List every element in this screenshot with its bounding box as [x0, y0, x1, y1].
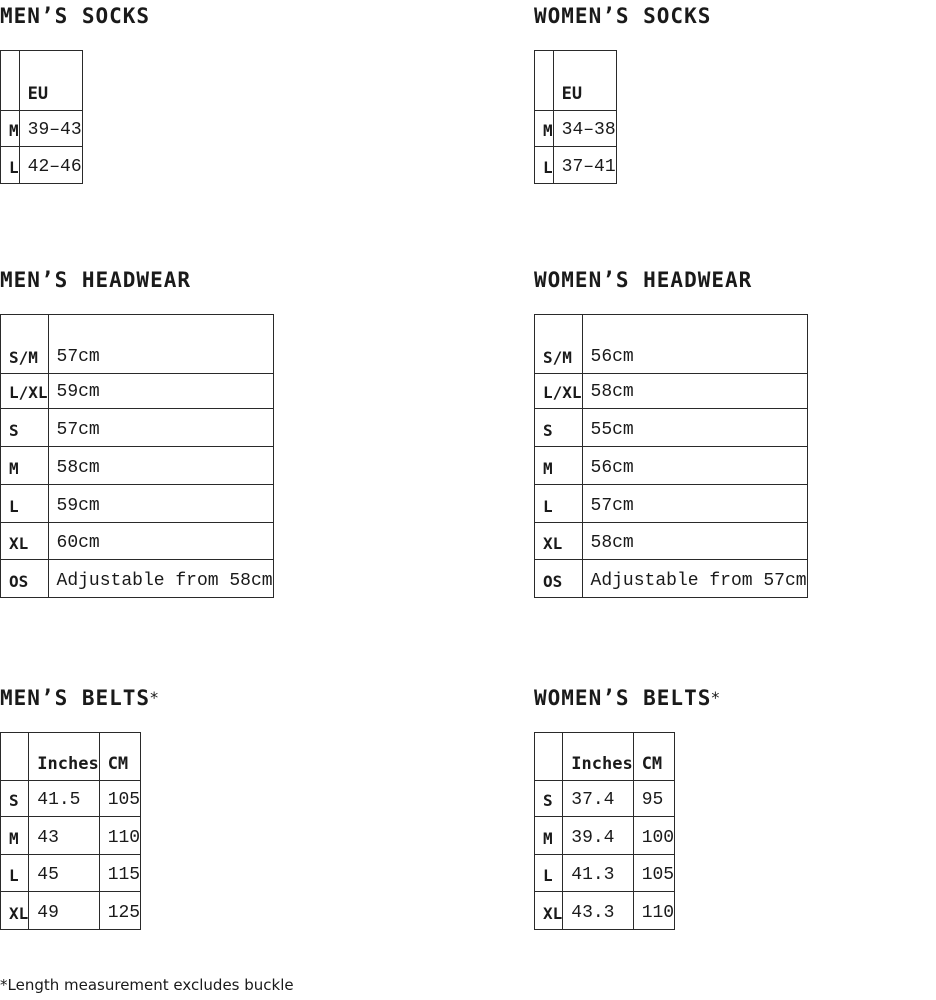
size-value: 42–46	[19, 147, 82, 184]
section-title: WOMEN’S HEADWEAR	[534, 268, 753, 292]
section-title: MEN’S SOCKS	[0, 4, 151, 28]
size-label: S	[535, 409, 583, 447]
size-value: 58cm	[48, 447, 273, 485]
size-value: 55cm	[582, 409, 807, 447]
size-value: 58cm	[582, 523, 807, 560]
footnote-marker: *	[150, 688, 159, 707]
inches-value: 43	[29, 817, 99, 855]
size-label: XL	[1, 523, 49, 560]
size-label: L	[1, 855, 29, 892]
size-label: S	[1, 409, 49, 447]
footnote-marker: *	[711, 688, 720, 707]
section-title	[534, 686, 719, 710]
mens-belts-table	[0, 732, 141, 930]
size-value: 59cm	[48, 374, 273, 409]
empty-header-cell	[1, 733, 29, 781]
size-value: 59cm	[48, 485, 273, 523]
size-label: L	[535, 485, 583, 523]
size-label: L	[535, 147, 554, 184]
size-label: M	[535, 111, 554, 147]
size-value: 58cm	[582, 374, 807, 409]
cm-value: 105	[633, 855, 674, 892]
size-value: 57cm	[582, 485, 807, 523]
size-value: 56cm	[582, 315, 807, 374]
size-label: M	[1, 111, 20, 147]
cm-value: 115	[99, 855, 140, 892]
inches-value: 45	[29, 855, 99, 892]
size-value: 56cm	[582, 447, 807, 485]
size-value: 39–43	[19, 111, 82, 147]
womens-socks-table	[534, 50, 617, 184]
column-header-eu: EU	[19, 51, 82, 111]
size-value: Adjustable from 58cm	[48, 560, 273, 598]
cm-value: 110	[633, 892, 674, 930]
cm-value: 125	[99, 892, 140, 930]
empty-header-cell	[535, 51, 554, 111]
section-title: WOMEN’S SOCKS	[534, 4, 712, 28]
inches-value: 37.4	[563, 781, 633, 817]
inches-value: 43.3	[563, 892, 633, 930]
inches-value: 49	[29, 892, 99, 930]
size-label: XL	[1, 892, 29, 930]
cm-value: 105	[99, 781, 140, 817]
size-label: XL	[535, 892, 563, 930]
womens-headwear-table	[534, 314, 808, 598]
inches-value: 41.3	[563, 855, 633, 892]
size-label: L	[535, 855, 563, 892]
size-label: S	[1, 781, 29, 817]
section-title-text: MEN’S BELTS	[0, 686, 151, 710]
column-header-eu: EU	[553, 51, 616, 111]
size-label: L	[1, 147, 20, 184]
section-title	[0, 686, 158, 710]
size-label: L/XL	[535, 374, 583, 409]
size-value: Adjustable from 57cm	[582, 560, 807, 598]
column-header-cm: CM	[99, 733, 140, 781]
size-value: 37–41	[553, 147, 616, 184]
cm-value: 95	[633, 781, 674, 817]
size-label: OS	[535, 560, 583, 598]
mens-socks-table	[0, 50, 83, 184]
size-label: M	[1, 447, 49, 485]
size-label: S/M	[1, 315, 49, 374]
empty-header-cell	[1, 51, 20, 111]
size-label: L	[1, 485, 49, 523]
size-value: 34–38	[553, 111, 616, 147]
size-label: XL	[535, 523, 583, 560]
section-title: MEN’S HEADWEAR	[0, 268, 192, 292]
column-header-inches: Inches	[29, 733, 99, 781]
cm-value: 110	[99, 817, 140, 855]
size-label: S/M	[535, 315, 583, 374]
mens-headwear-table	[0, 314, 274, 598]
size-label: S	[535, 781, 563, 817]
size-label: M	[1, 817, 29, 855]
size-label: M	[535, 817, 563, 855]
inches-value: 41.5	[29, 781, 99, 817]
womens-belts-table	[534, 732, 675, 930]
size-label: OS	[1, 560, 49, 598]
cm-value: 100	[633, 817, 674, 855]
column-header-inches: Inches	[563, 733, 633, 781]
size-value: 60cm	[48, 523, 273, 560]
inches-value: 39.4	[563, 817, 633, 855]
size-value: 57cm	[48, 315, 273, 374]
size-label: M	[535, 447, 583, 485]
size-value: 57cm	[48, 409, 273, 447]
size-label: L/XL	[1, 374, 49, 409]
column-header-cm: CM	[633, 733, 674, 781]
section-title-text: WOMEN’S BELTS	[534, 686, 712, 710]
footnote: *Length measurement excludes buckle	[0, 976, 294, 994]
empty-header-cell	[535, 733, 563, 781]
